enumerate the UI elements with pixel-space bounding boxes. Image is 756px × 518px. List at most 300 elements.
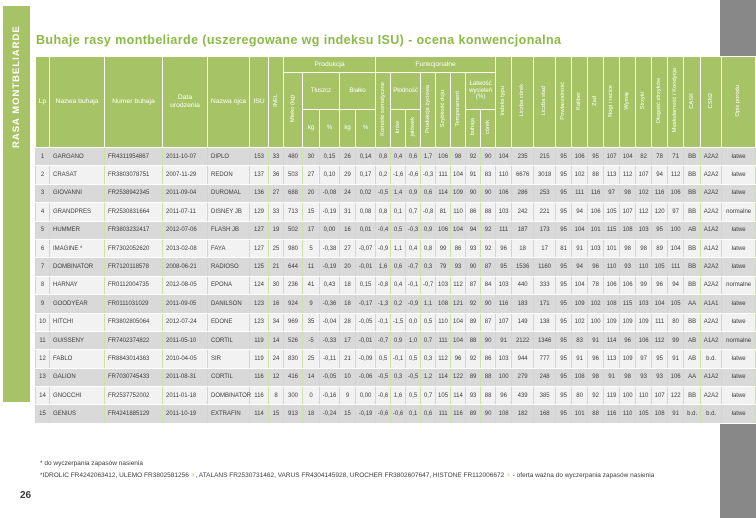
table-cell: 0,3 [421,258,436,276]
table-cell: 82 [636,148,652,166]
table-cell: 18 [512,239,534,257]
table-cell: 980 [284,239,303,257]
table-cell: 101 [572,405,588,423]
table-cell: b.d. [684,405,701,423]
table-cell: 96 [496,239,512,257]
table-cell: 95 [556,258,572,276]
table-cell: 81 [556,239,572,257]
table-cell: 96 [652,276,668,294]
table-cell: A2A2 [701,184,722,202]
table-cell: 102 [588,295,604,313]
table-cell: 86 [466,203,481,221]
table-cell: 89 [466,405,481,423]
table-cell: 111 [436,331,451,349]
table-cell: 91 [604,368,620,386]
table-cell: 2 [36,166,50,184]
table-cell: 88 [588,166,604,184]
table-cell: łatwe [722,221,756,239]
table-cell: 0,3 [391,368,406,386]
table-cell: 95 [556,166,572,184]
table-cell: 0,01 [356,221,376,239]
table-cell: FR7030745433 [105,368,163,386]
header-csn2: CSN2 [701,57,722,148]
table-cell: 94 [652,166,668,184]
table-row [36,387,756,405]
table-cell: 100 [496,368,512,386]
header-tluszcz-kg: kg [303,110,320,148]
table-cell: 104 [451,166,466,184]
table-cell: 2008-06-21 [163,258,208,276]
header-liczba-corek: Liczba córek [512,57,534,148]
table-cell: GOODYEAR [50,295,105,313]
table-cell: 116 [604,405,620,423]
table-cell: 106 [668,184,684,202]
header-kaliber: Kaliber [572,57,588,148]
header-liczba-stad: Liczba stad [534,57,556,148]
table-cell: 116 [652,184,668,202]
table-cell: 944 [512,350,534,368]
table-cell: 90 [466,258,481,276]
table-cell: 97 [668,203,684,221]
table-cell: -0,06 [356,368,376,386]
table-cell: 95 [556,313,572,331]
table-cell: 78 [588,276,604,294]
table-cell: łatwe [722,387,756,405]
table-cell: DANILSON [208,295,250,313]
table-cell: 0,9 [391,331,406,349]
table-cell: -0,9 [376,239,391,257]
table-cell: 87 [481,258,496,276]
table-cell: 95 [556,350,572,368]
table-cell: 19 [269,221,284,239]
table-cell: A1A2 [701,239,722,257]
table-cell: 92 [466,350,481,368]
table-cell: 116 [496,295,512,313]
table-cell: 34 [269,313,284,331]
table-cell: 95 [556,221,572,239]
table-cell: 20 [303,184,320,202]
table-cell: FR2530831664 [105,203,163,221]
table-cell: -0,7 [376,331,391,349]
table-cell: 137 [250,166,269,184]
table-cell: 10 [340,368,356,386]
table-row [36,166,756,184]
table-cell: 0,5 [391,221,406,239]
header-nazwa-ojca: Nazwa ojca [208,57,250,148]
table-cell: 100 [668,221,684,239]
table-cell: 93 [652,368,668,386]
table-cell: 129 [250,203,269,221]
table-cell: b.d. [701,350,722,368]
table-cell: AB [684,350,701,368]
table-cell: 2011-05-10 [163,331,208,349]
table-cell: łatwe [722,239,756,257]
table-cell: 102 [636,184,652,202]
table-cell: 95 [556,405,572,423]
table-cell: CORTIL [208,331,250,349]
table-cell: 98 [588,368,604,386]
table-row [36,148,756,166]
table-cell: 0,10 [320,166,340,184]
table-cell: 92 [466,148,481,166]
table-cell: 11 [36,331,50,349]
page-title: Buhaje rasy montbeliarde (uszeregowane wg indeksu ISU) - ocena konwencjonalna [36,33,562,47]
table-cell: 98 [636,239,652,257]
table-cell: 88 [466,331,481,349]
table-cell: 33 [269,148,284,166]
header-latwosc-wycielen: Łatwość wycieleń (%) [466,73,496,110]
table-cell: -0,6 [376,405,391,423]
header-strzyki: Strzyki [636,57,652,148]
table-cell: 27 [269,184,284,202]
table-cell: 84 [481,276,496,294]
table-cell: 24 [269,350,284,368]
header-cask: CASK [684,57,701,148]
table-cell: 0,6 [421,184,436,202]
table-cell: 8 [269,387,284,405]
table-cell: 0,8 [376,203,391,221]
table-cell: -0,9 [406,295,421,313]
table-cell: 439 [512,387,534,405]
table-cell: A2A2 [701,166,722,184]
table-cell: -0,5 [376,184,391,202]
table-cell: 113 [604,350,620,368]
header-isu: ISU [250,57,269,148]
table-cell: 0,4 [406,239,421,257]
table-cell: 122 [668,387,684,405]
table-cell: 16 [269,295,284,313]
table-cell: 95 [556,368,572,386]
table-cell: 1346 [534,331,556,349]
female-symbol-icon: ♀ [506,472,511,480]
table-cell: 21 [340,350,356,368]
table-cell: 94 [572,258,588,276]
table-cell: 111 [496,221,512,239]
table-cell: 110 [451,203,466,221]
table-row [36,313,756,331]
table-row [36,350,756,368]
table-cell: 105 [652,258,668,276]
table-cell: 41 [303,276,320,294]
header-komorki-somatyczne: Komórki somatyczne [376,73,391,148]
table-cell: 103 [588,239,604,257]
table-cell: A2A2 [701,203,722,221]
table-cell: GNOCCHI [50,387,105,405]
table-cell: 114 [451,387,466,405]
table-row [36,239,756,257]
table-cell: 36 [269,166,284,184]
table-cell: 15 [36,405,50,423]
table-cell: -0,07 [356,239,376,257]
table-cell: 98 [620,368,636,386]
table-cell: DIPLO [208,148,250,166]
table-cell: HUMMER [50,221,105,239]
table-cell: 138 [534,313,556,331]
table-cell: 0,4 [391,276,406,294]
table-cell: 1160 [534,258,556,276]
table-cell: 25 [303,350,320,368]
table-cell: 416 [284,368,303,386]
table-cell: łatwe [722,258,756,276]
table-cell: 0,7 [421,387,436,405]
table-cell: -0,7 [421,276,436,294]
table-cell: 0,1 [391,203,406,221]
table-cell: DUROMAL [208,184,250,202]
table-cell: 111 [652,313,668,331]
table-cell: 182 [512,405,534,423]
header-tluszcz-procent: % [320,110,340,148]
table-cell: 0,17 [356,166,376,184]
table-header [36,57,756,148]
table-cell: 107 [496,313,512,331]
table-cell: 88 [481,368,496,386]
table-cell: 79 [436,258,451,276]
table-cell: 99 [436,239,451,257]
table-cell: 279 [512,368,534,386]
table-cell: 0,15 [356,276,376,294]
table-cell: BB [684,313,701,331]
table-cell: łatwe [722,313,756,331]
table-cell: 2012-08-05 [163,276,208,294]
table-cell: FR8843014363 [105,350,163,368]
table-cell: 248 [534,368,556,386]
table-cell: 116 [451,405,466,423]
table-cell: 95 [556,387,572,405]
table-cell: 71 [668,148,684,166]
table-cell: -5 [303,331,320,349]
table-cell: 913 [284,405,303,423]
table-cell: 0,0 [406,313,421,331]
table-cell: 112 [451,276,466,294]
table-cell: 242 [512,203,534,221]
table-cell: 116 [250,387,269,405]
table-cell: 0,2 [391,295,406,313]
header-latwosc-buhaja: buhaja [466,110,481,148]
table-cell: 0,5 [376,350,391,368]
table-cell: 109 [620,313,636,331]
table-cell: 95 [556,148,572,166]
table-cell: normalne [722,276,756,294]
table-cell: 0,5 [421,313,436,331]
table-cell: REDON [208,166,250,184]
table-cell: 104 [451,221,466,239]
table-cell: 2011-10-07 [163,148,208,166]
table-cell: EPONA [208,276,250,294]
table-row [36,203,756,221]
header-inel: INEL [269,57,284,148]
table-cell: 1,6 [391,387,406,405]
table-cell: 0,7 [406,203,421,221]
table-cell: BB [684,258,701,276]
table-cell: SIR [208,350,250,368]
table-cell: 86 [481,350,496,368]
table-cell: RADIOSO [208,258,250,276]
table-cell: 116 [250,368,269,386]
table-cell: 16 [340,221,356,239]
table-cell: 2011-08-31 [163,368,208,386]
table-cell: 106 [620,276,636,294]
table-cell: FR4311954867 [105,148,163,166]
table-cell: 91 [466,166,481,184]
table-cell: CRASAT [50,166,105,184]
table-row [36,258,756,276]
table-cell: 122 [451,368,466,386]
table-cell: FLASH JB [208,221,250,239]
table-cell: 2007-11-29 [163,166,208,184]
table-cell: A2A2 [701,387,722,405]
table-cell: 1,1 [391,239,406,257]
table-cell: 98 [620,184,636,202]
table-cell: 2011-09-05 [163,295,208,313]
table-cell: 93 [466,239,481,257]
table-cell: BB [684,239,701,257]
table-cell: 9 [340,387,356,405]
table-cell: 221 [534,203,556,221]
table-cell: FR7302052620 [105,239,163,257]
table-cell: 92 [481,221,496,239]
table-cell: 99 [668,331,684,349]
table-cell: 644 [284,258,303,276]
table-cell: DISNEY JB [208,203,250,221]
table-cell: 106 [668,368,684,386]
table-cell: 18 [340,276,356,294]
footnotes [40,458,654,483]
table-cell: 0 [303,387,320,405]
table-cell: GIOVANNI [50,184,105,202]
table-cell: FABLO [50,350,105,368]
table-row [36,405,756,423]
breed-sidebar-label: RASA MONTBELIARDE [11,25,22,148]
table-cell: 127 [250,239,269,257]
table-cell: 27 [303,166,320,184]
table-cell: 106 [636,331,652,349]
table-cell: IMAGINE * [50,239,105,257]
table-cell: 93 [451,258,466,276]
table-cell: 95 [652,350,668,368]
table-cell: 95 [588,148,604,166]
table-cell: 90 [466,184,481,202]
table-cell: 109 [451,184,466,202]
table-cell: 91 [668,405,684,423]
table-cell: 5 [36,221,50,239]
table-cell: 127 [250,221,269,239]
table-cell: 86 [451,239,466,257]
table-cell: -0,19 [356,405,376,423]
table-cell: -0,04 [320,313,340,331]
table-cell: 153 [250,148,269,166]
table-cell: BB [684,184,701,202]
table-cell: 3 [36,184,50,202]
table-cell: 102 [572,313,588,331]
table-cell: 286 [512,184,534,202]
table-cell: 104 [496,148,512,166]
table-cell: -0,19 [320,258,340,276]
table-cell: FR3803078751 [105,166,163,184]
table-cell: 112 [652,331,668,349]
header-plodnosc-jalowek: jałówek [406,110,421,148]
table-cell: 89 [466,368,481,386]
table-cell: 113 [604,166,620,184]
table-cell: normalne [722,331,756,349]
table-cell: BB [684,203,701,221]
table-cell: 87 [481,313,496,331]
table-cell: 110 [636,387,652,405]
header-produkcja-zyciowa: Produkcja życiowa [421,73,436,148]
table-cell: 123 [250,295,269,313]
bulls-table [35,56,756,424]
table-cell: 110 [636,258,652,276]
header-group-funkcjonalne: Funkcjonalne [376,57,496,73]
table-row [36,331,756,349]
table-cell: -0,1 [376,313,391,331]
table-cell: 90 [481,405,496,423]
table-cell: 101 [604,239,620,257]
table-cell: -0,7 [406,258,421,276]
header-bialko-kg: kg [340,110,356,148]
table-cell: -0,09 [356,350,376,368]
table-cell: GUISSENY [50,331,105,349]
table-cell: łatwe [722,148,756,166]
table-cell: 102 [572,166,588,184]
table-cell: 91 [496,331,512,349]
table-cell: 107 [636,166,652,184]
table-cell: 106 [572,148,588,166]
table-cell: 108 [652,405,668,423]
table-cell: 110 [436,313,451,331]
table-cell: -0,3 [406,221,421,239]
table-cell: 14 [303,368,320,386]
table-cell: 4 [36,203,50,221]
table-cell: 96 [588,258,604,276]
table-cell: 9 [303,295,320,313]
table-cell: 2011-09-04 [163,184,208,202]
header-lp: Lp [36,57,50,148]
table-cell: 503 [284,166,303,184]
table-cell: 17 [340,331,356,349]
table-cell: 105 [636,405,652,423]
table-cell: 96 [451,350,466,368]
table-cell: 0,5 [406,350,421,368]
table-cell: -0,8 [376,276,391,294]
table-cell: -0,08 [320,184,340,202]
table-cell: 25 [269,239,284,257]
table-cell: 103 [436,276,451,294]
table-cell: 30 [269,276,284,294]
table-cell: 110 [604,258,620,276]
table-cell: 109 [620,350,636,368]
table-cell: 0,00 [320,221,340,239]
table-cell: 83 [481,166,496,184]
table-cell: FR7402374822 [105,331,163,349]
header-mleko: Mleko (kg) [284,73,303,148]
table-cell: 0,00 [356,387,376,405]
table-cell: 99 [636,276,652,294]
table-cell: -0,33 [320,331,340,349]
table-cell: 95 [496,258,512,276]
table-cell: 106 [436,148,451,166]
table-cell: A2A2 [701,148,722,166]
table-cell: 106 [604,276,620,294]
table-cell: 95 [556,331,572,349]
table-cell: 7 [36,258,50,276]
table-cell: 0,43 [320,276,340,294]
table-cell: 0,9 [421,221,436,239]
table-cell: AB [684,331,701,349]
table-cell: 33 [269,203,284,221]
header-szybkosc-doju: Szybkość doju [436,73,451,148]
table-cell: 103 [636,221,652,239]
table-cell: łatwe [722,184,756,202]
